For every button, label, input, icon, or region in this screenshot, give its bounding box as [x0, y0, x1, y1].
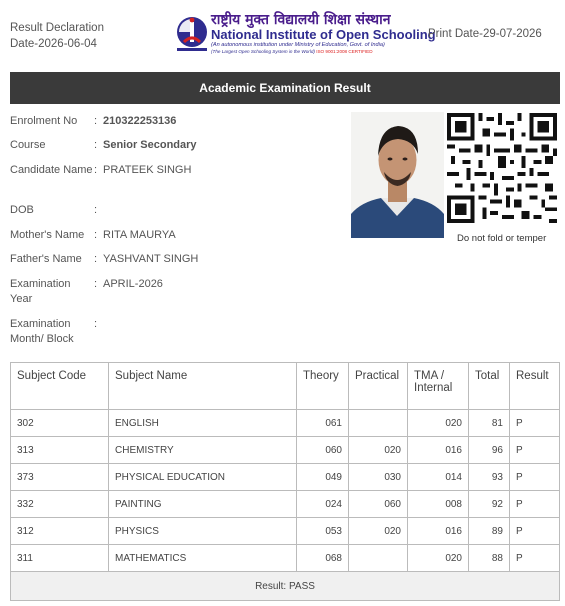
father-name-label: Father's Name [10, 253, 82, 265]
subject-name: PHYSICAL EDUCATION [109, 464, 297, 491]
marks-table [10, 362, 560, 601]
no-fold-note: Do not fold or temper [457, 233, 547, 244]
tma-marks: 016 [408, 518, 469, 545]
print-date: Print Date-29-07-2026 [428, 28, 542, 40]
tma-marks: 008 [408, 491, 469, 518]
logo-subtitle: (An autonomous institution under Ministry of Education, Govt. of India) [211, 42, 385, 48]
subject-code: 373 [11, 464, 109, 491]
practical-marks: 060 [349, 491, 408, 518]
exam-month-label: Examination Month/ Block [10, 318, 74, 345]
enrolment-label: Enrolment No [10, 115, 78, 127]
tma-marks: 014 [408, 464, 469, 491]
logo-english-name-part2: Open Schooling [335, 27, 436, 42]
course-value: Senior Secondary [103, 139, 197, 151]
subject-code: 332 [11, 491, 109, 518]
page-title: Academic Examination Result [10, 72, 560, 104]
theory-marks: 068 [297, 545, 349, 572]
practical-marks: 030 [349, 464, 408, 491]
candidate-name-label: Candidate Name [10, 164, 93, 176]
table-row [11, 518, 560, 545]
colon: : [94, 278, 98, 290]
subject-code: 311 [11, 545, 109, 572]
logo-english-name-part1: National Institute of [211, 27, 336, 42]
nios-logo [175, 10, 436, 58]
colon: : [94, 204, 98, 216]
total-marks: 88 [469, 545, 510, 572]
subject-result: P [510, 491, 560, 518]
table-row [11, 545, 560, 572]
total-marks: 96 [469, 437, 510, 464]
colon: : [94, 253, 98, 265]
subject-name: PHYSICS [109, 518, 297, 545]
candidate-photo [351, 112, 444, 238]
subject-code: 302 [11, 410, 109, 437]
theory-marks: 060 [297, 437, 349, 464]
subject-name: MATHEMATICS [109, 545, 297, 572]
subject-name: ENGLISH [109, 410, 297, 437]
col-subject-code: Subject Code [11, 363, 109, 410]
logo-tagline-line [211, 49, 373, 54]
practical-marks [349, 545, 408, 572]
tma-marks: 016 [408, 437, 469, 464]
subject-name: CHEMISTRY [109, 437, 297, 464]
logo-iso: ISO 9001:2008 CERTIFIED [316, 49, 373, 54]
total-marks: 92 [469, 491, 510, 518]
table-row [11, 464, 560, 491]
logo-english-name [211, 27, 436, 42]
table-row [11, 410, 560, 437]
dob-label: DOB [10, 204, 34, 216]
tma-marks: 020 [408, 545, 469, 572]
theory-marks: 049 [297, 464, 349, 491]
tma-marks: 020 [408, 410, 469, 437]
col-total: Total [469, 363, 510, 410]
subject-code: 313 [11, 437, 109, 464]
col-result: Result [510, 363, 560, 410]
result-declaration-label: Result Declaration [10, 22, 104, 34]
overall-result-row [11, 572, 560, 601]
total-marks: 89 [469, 518, 510, 545]
practical-marks: 020 [349, 437, 408, 464]
qr-code-icon [446, 113, 558, 223]
result-declaration-date: Date-2026-06-04 [10, 38, 97, 50]
candidate-photo-image [351, 112, 444, 238]
practical-marks [349, 410, 408, 437]
overall-result: Result: PASS [11, 572, 560, 601]
total-marks: 93 [469, 464, 510, 491]
colon: : [94, 318, 98, 330]
subject-result: P [510, 437, 560, 464]
col-subject-name: Subject Name [109, 363, 297, 410]
course-label: Course [10, 139, 46, 151]
enrolment-value: 210322253136 [103, 115, 177, 127]
practical-marks: 020 [349, 518, 408, 545]
candidate-name-value: PRATEEK SINGH [103, 164, 192, 176]
total-marks: 81 [469, 410, 510, 437]
nios-emblem-icon [175, 14, 209, 52]
col-practical: Practical [349, 363, 408, 410]
theory-marks: 061 [297, 410, 349, 437]
table-header-row [11, 363, 560, 410]
col-theory: Theory [297, 363, 349, 410]
theory-marks: 024 [297, 491, 349, 518]
mother-name-label: Mother's Name [10, 229, 85, 241]
table-row [11, 437, 560, 464]
exam-year-value: APRIL-2026 [103, 278, 163, 290]
logo-tagline: (The Largest Open Schooling System in the World) [211, 49, 315, 54]
subject-result: P [510, 464, 560, 491]
logo-hindi-name: राष्ट्रीय मुक्त विद्यालयी शिक्षा संस्थान [211, 12, 391, 28]
colon: : [94, 164, 98, 176]
result-header [0, 0, 565, 66]
subject-code: 312 [11, 518, 109, 545]
theory-marks: 053 [297, 518, 349, 545]
subject-name: PAINTING [109, 491, 297, 518]
mother-name-value: RITA MAURYA [103, 229, 176, 241]
colon: : [94, 229, 98, 241]
col-tma: TMA / Internal [408, 363, 469, 410]
subject-result: P [510, 410, 560, 437]
exam-year-label: Examination Year [10, 278, 71, 305]
father-name-value: YASHVANT SINGH [103, 253, 199, 265]
subject-result: P [510, 545, 560, 572]
colon: : [94, 115, 98, 127]
colon: : [94, 139, 98, 151]
subject-result: P [510, 518, 560, 545]
table-row [11, 491, 560, 518]
result-declaration [10, 20, 104, 52]
